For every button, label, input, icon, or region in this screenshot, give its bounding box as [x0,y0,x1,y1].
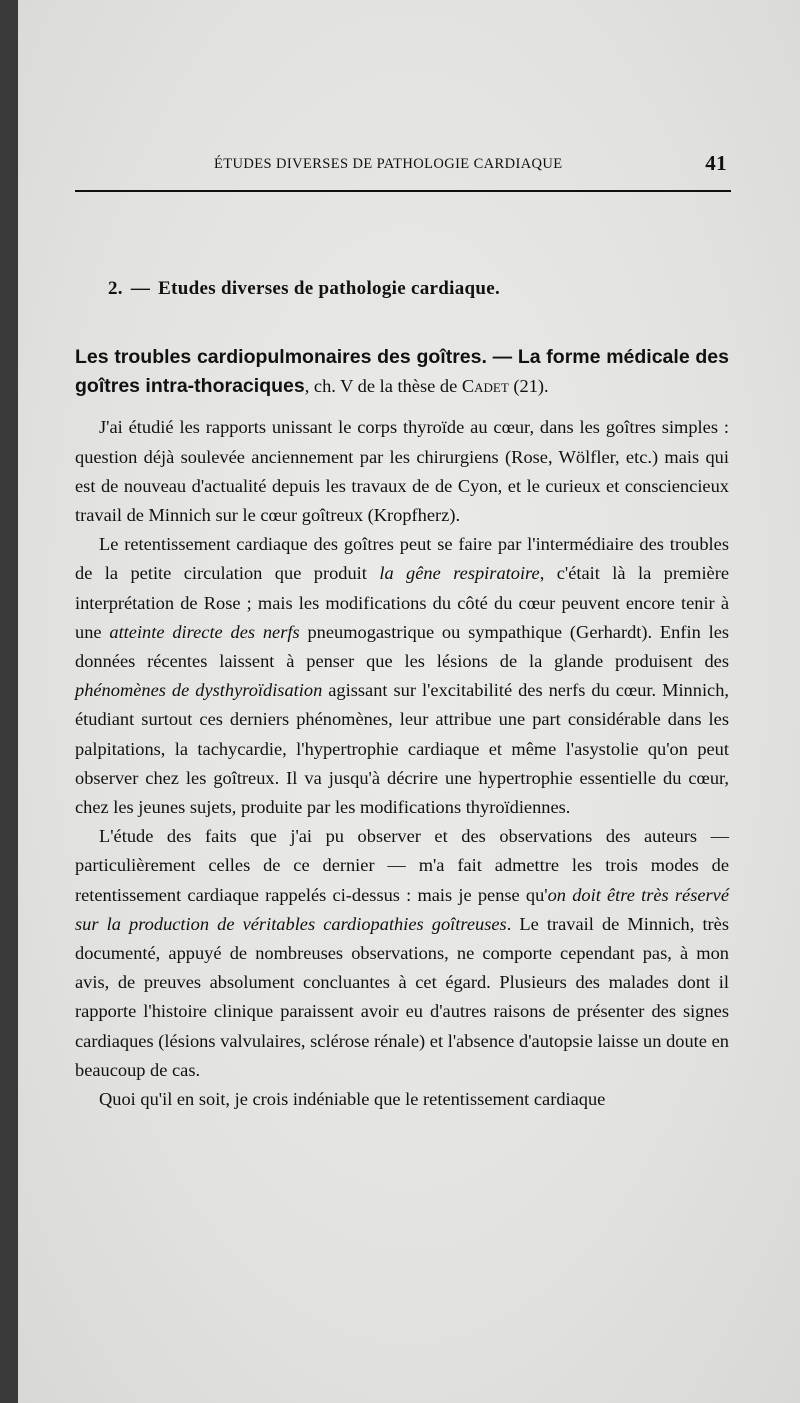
paragraph-3 [75,822,729,1085]
p2-text-e: pneumogastrique ou sympathique (Gerhardt). Enfin les données récentes laissent à penser que les lésions de la glande produisent des [75,621,730,672]
paragraph-4: Quoi qu'il en soit, je crois indéniable que le retentissement cardiaque [99,1089,606,1110]
lead-separator: — [486,346,518,368]
body-text [75,343,729,1114]
p2-italic-f: phénomènes de dysthyroïdisation [75,680,323,701]
lead-paragraph [75,343,729,401]
lead-reference: (21). [508,376,549,397]
lead-author: Cadet [461,376,509,397]
running-head [75,147,731,177]
section-dash: — [130,278,151,299]
page-number: 41 [705,151,727,175]
p2-italic-b: la gêne respiratoire [379,563,540,584]
section-heading [108,278,718,300]
p3-italic-b: on doit être très réservé sur la production de véritables cardiopathies goîtreuses [75,884,729,934]
header-rule [75,190,731,192]
lead-bold-title-1: Les troubles cardiopulmonaires des goîtres. [75,346,487,368]
spacer [75,401,729,413]
lead-rest: , ch. V de la thèse de [304,376,462,397]
p3-text-c: . Le travail de Minnich, très documenté, appuyé de nombreuses observations, ne comporte cependant pas, à mon avis, de preuves absolument concluantes à cet égard. Plusieurs des malades dont il rapporte l'histoire clinique paraissent avoir eu d'autres raisons de présenter des signes cardiaques (lésions valvulaires, sclérose rénale) et l'absence d'autopsie laisse un doute en beaucoup de cas. [75,913,729,1080]
p3-text-a: L'étude des faits que j'ai pu observer et des observations des auteurs — particulièrement celles de ce dernier — m'a fait admettre les trois modes de retentissement cardiaque rappelés ci-dessus : mais je pense qu' [75,826,729,905]
running-head-title: ÉTUDES DIVERSES DE PATHOLOGIE CARDIAQUE [214,156,563,172]
p2-text-c: , c'était là la première interprétation de Rose ; mais les modifications du côté du cœur peuvent encore tenir à une [75,563,730,642]
paragraph-2 [75,530,729,822]
p2-text-a: Le retentissement cardiaque des goîtres peut se faire par l'intermédiaire des troubles de la petite circulation que produit [75,534,729,584]
lead-bold-title-2: La forme médicale des goîtres intra-thoraciques [75,346,729,398]
section-number: 2. [108,278,123,299]
p2-text-g: agissant sur l'excitabilité des nerfs du cœur. Minnich, étudiant surtout ces derniers phénomènes, leur attribue une part considérable dans les palpitations, la tachycardie, l'hypertrophie cardiaque et même l'asystolie qu'on peut observer chez les goîtreux. Il va jusqu'à décrire une hypertrophie essentielle du cœur, chez les jeunes sujets, produite par les modifications thyroïdiennes. [75,680,730,818]
section-title: Etudes diverses de pathologie cardiaque. [158,278,501,299]
p2-italic-d: atteinte directe des nerfs [109,621,300,642]
paragraph-1: J'ai étudié les rapports unissant le corps thyroïde au cœur, dans les goîtres simples : question déjà soulevée anciennement par les chirurgiens (Rose, Wölfler, etc.) mais qui est de nouveau d'actualité depuis les travaux de de Cyon, et le curieux et consciencieux travail de Minnich sur le cœur goîtreux (Kropfherz). [75,417,729,526]
document-page [18,0,800,1403]
